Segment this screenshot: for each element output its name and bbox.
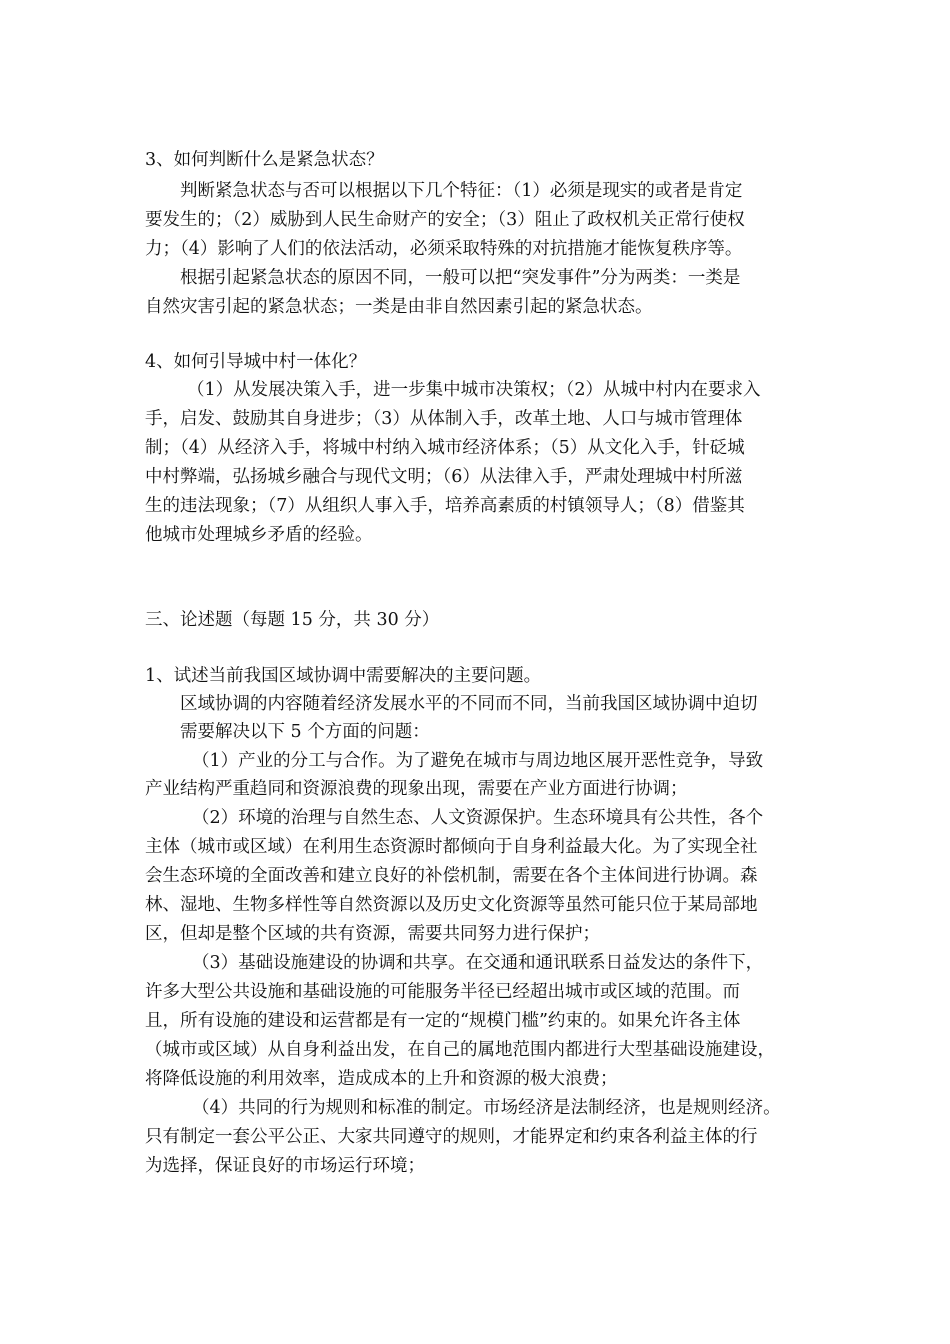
paragraph-line: 需要解决以下 5 个方面的问题： bbox=[180, 722, 430, 742]
paragraph-line: 要发生的；（2）威胁到人民生命财产的安全；（3）阻止了政权机关正常行使权 bbox=[145, 210, 745, 230]
paragraph-line: 为选择，保证良好的市场运行环境； bbox=[145, 1156, 425, 1176]
paragraph-line: 根据引起紧急状态的原因不同，一般可以把“突发事件”分为两类：一类是 bbox=[180, 268, 741, 288]
paragraph-line: 林、湿地、生物多样性等自然资源以及历史文化资源等虽然可能只位于某局部地 bbox=[145, 895, 758, 915]
paragraph-line: 产业结构严重趋同和资源浪费的现象出现，需要在产业方面进行协调； bbox=[145, 779, 688, 799]
paragraph-line: 且，所有设施的建设和运营都是有一定的“规模门槛”约束的。如果允许各主体 bbox=[145, 1011, 741, 1031]
paragraph-line: 区，但却是整个区域的共有资源，需要共同努力进行保护； bbox=[145, 924, 600, 944]
paragraph-line: （1）产业的分工与合作。为了避免在城市与周边地区展开恶性竞争，导致 bbox=[192, 751, 764, 771]
paragraph-line: 自然灾害引起的紧急状态；一类是由非自然因素引起的紧急状态。 bbox=[145, 297, 653, 317]
paragraph-line: 力；（4）影响了人们的依法活动，必须采取特殊的对抗措施才能恢复秩序等。 bbox=[145, 239, 743, 259]
question-3-title: 3、如何判断什么是紧急状态？ bbox=[145, 150, 384, 170]
paragraph-line: （2）环境的治理与自然生态、人文资源保护。生态环境具有公共性，各个 bbox=[192, 808, 764, 828]
paragraph-line: （城市或区域）从自身利益出发，在自己的属地范围内都进行大型基础设施建设， bbox=[145, 1040, 775, 1060]
section-heading: 三、论述题（每题 15 分，共 30 分） bbox=[145, 610, 440, 630]
paragraph-line: 许多大型公共设施和基础设施的可能服务半径已经超出城市或区域的范围。而 bbox=[145, 982, 740, 1002]
paragraph-line: （1）从发展决策入手，进一步集中城市决策权；（2）从城中村内在要求入 bbox=[187, 380, 761, 400]
paragraph-line: 他城市处理城乡矛盾的经验。 bbox=[145, 525, 373, 545]
paragraph-line: 判断紧急状态与否可以根据以下几个特征：（1）必须是现实的或者是肯定 bbox=[180, 181, 743, 201]
paragraph-line: 生的违法现象；（7）从组织人事入手，培养高素质的村镇领导人；（8）借鉴其 bbox=[145, 496, 745, 516]
paragraph-line: 会生态环境的全面改善和建立良好的补偿机制，需要在各个主体间进行协调。森 bbox=[145, 866, 758, 886]
paragraph-line: 只有制定一套公平公正、大家共同遵守的规则，才能界定和约束各利益主体的行 bbox=[145, 1127, 758, 1147]
question-4-title: 4、如何引导城中村一体化？ bbox=[145, 352, 367, 372]
paragraph-line: 区域协调的内容随着经济发展水平的不同而不同，当前我国区域协调中迫切 bbox=[180, 694, 758, 714]
paragraph-line: 中村弊端，弘扬城乡融合与现代文明；（6）从法律入手，严肃处理城中村所滋 bbox=[145, 467, 743, 487]
paragraph-line: 主体（城市或区域）在利用生态资源时都倾向于自身利益最大化。为了实现全社 bbox=[145, 837, 758, 857]
paragraph-line: 制；（4）从经济入手，将城中村纳入城市经济体系；（5）从文化入手，针砭城 bbox=[145, 438, 745, 458]
paragraph-line: （3）基础设施建设的协调和共享。在交通和通讯联系日益发达的条件下， bbox=[192, 953, 764, 973]
paragraph-line: 将降低设施的利用效率，造成成本的上升和资源的极大浪费； bbox=[145, 1069, 618, 1089]
essay-1-title: 1、试述当前我国区域协调中需要解决的主要问题。 bbox=[145, 666, 542, 686]
paragraph-line: 手，启发、鼓励其自身进步；（3）从体制入手，改革土地、人口与城市管理体 bbox=[145, 409, 743, 429]
paragraph-line: （4）共同的行为规则和标准的制定。市场经济是法制经济，也是规则经济。 bbox=[192, 1098, 781, 1118]
